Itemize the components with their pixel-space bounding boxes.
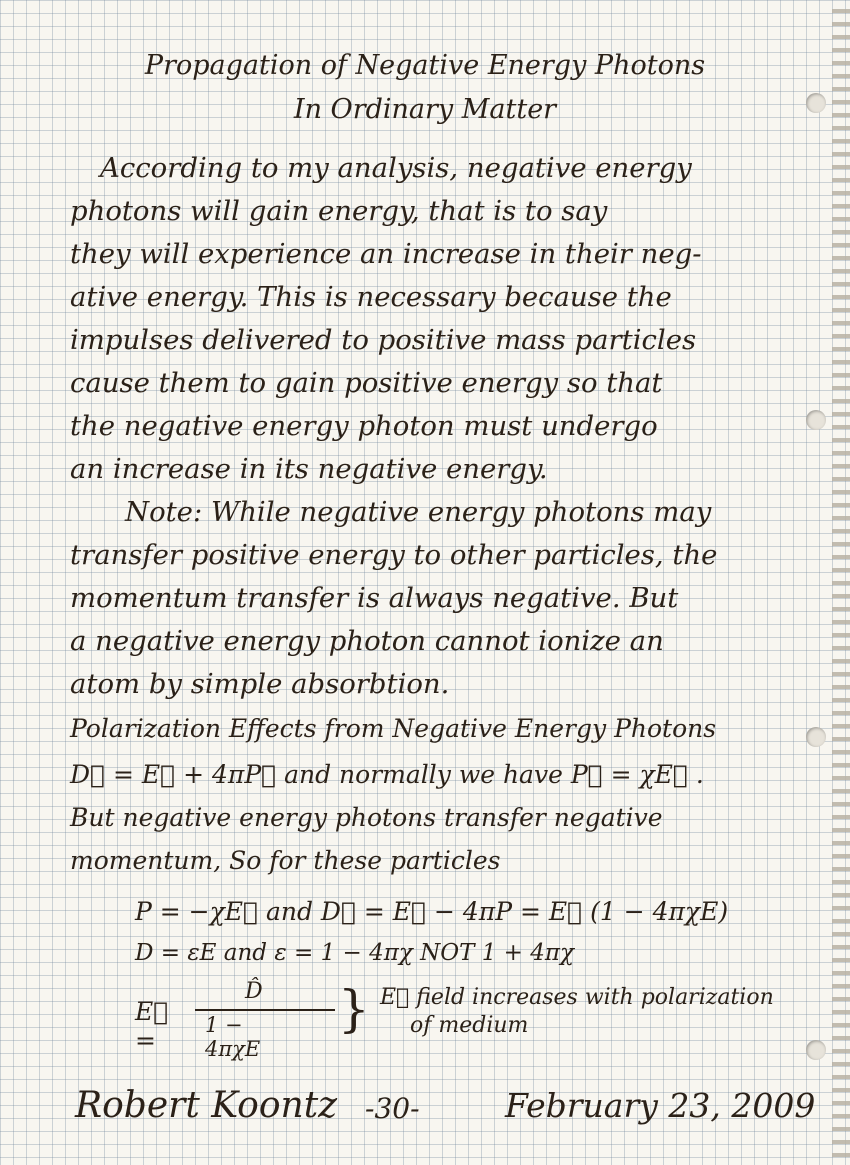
spiral-binding bbox=[832, 0, 850, 1165]
curly-brace: } bbox=[338, 980, 370, 1038]
text-line: cause them to gain positive energy so that bbox=[70, 367, 663, 399]
equation-line: P = −χE⃗ and D⃗ = E⃗ − 4πP = E⃗ (1 − 4πχE) bbox=[135, 897, 729, 926]
text-line: According to my analysis, negative energy bbox=[100, 152, 692, 184]
equation-line: D⃗ = E⃗ + 4πP⃗ and normally we have P⃗ = χE⃗ . bbox=[70, 760, 704, 789]
text-line: impulses delivered to positive mass particles bbox=[70, 324, 697, 356]
text-line: they will experience an increase in their neg- bbox=[70, 238, 702, 270]
text-line: momentum, So for these particles bbox=[70, 846, 501, 875]
text-line: transfer positive energy to other particles, the bbox=[70, 539, 718, 571]
binder-hole bbox=[806, 1040, 826, 1060]
fraction-numerator: D̂ bbox=[245, 979, 263, 1004]
margin-note: of medium bbox=[410, 1013, 529, 1038]
fraction-denominator: 1 − 4πχE bbox=[205, 1013, 261, 1061]
date: February 23, 2009 bbox=[505, 1086, 816, 1125]
text-line: photons will gain energy, that is to say bbox=[70, 195, 608, 227]
fraction-bar bbox=[195, 1009, 335, 1011]
text-line: momentum transfer is always negative. But bbox=[70, 582, 679, 614]
section-heading: Polarization Effects from Negative Energy Photons bbox=[70, 714, 717, 743]
binder-hole bbox=[806, 410, 826, 430]
text-line: But negative energy photons transfer negative bbox=[70, 803, 663, 832]
text-line: atom by simple absorbtion. bbox=[70, 668, 450, 700]
page-number: -30- bbox=[365, 1092, 420, 1125]
text-line: a negative energy photon cannot ionize an bbox=[70, 625, 664, 657]
text-line: ative energy. This is necessary because the bbox=[70, 281, 672, 313]
text-line: an increase in its negative energy. bbox=[70, 453, 548, 485]
signature: Robert Koontz bbox=[75, 1085, 338, 1126]
page-title-line-1: Propagation of Negative Energy Photons bbox=[144, 50, 706, 81]
margin-note: E⃗ field increases with polarization bbox=[380, 985, 774, 1010]
fraction-lhs: E⃗ = bbox=[135, 997, 169, 1055]
equation-line: D = εE and ε = 1 − 4πχ NOT 1 + 4πχ bbox=[135, 940, 574, 966]
binder-hole bbox=[806, 727, 826, 747]
text-line: Note: While negative energy photons may bbox=[125, 496, 712, 528]
text-line: the negative energy photon must undergo bbox=[70, 410, 658, 442]
page-title-line-2: In Ordinary Matter bbox=[293, 94, 557, 125]
